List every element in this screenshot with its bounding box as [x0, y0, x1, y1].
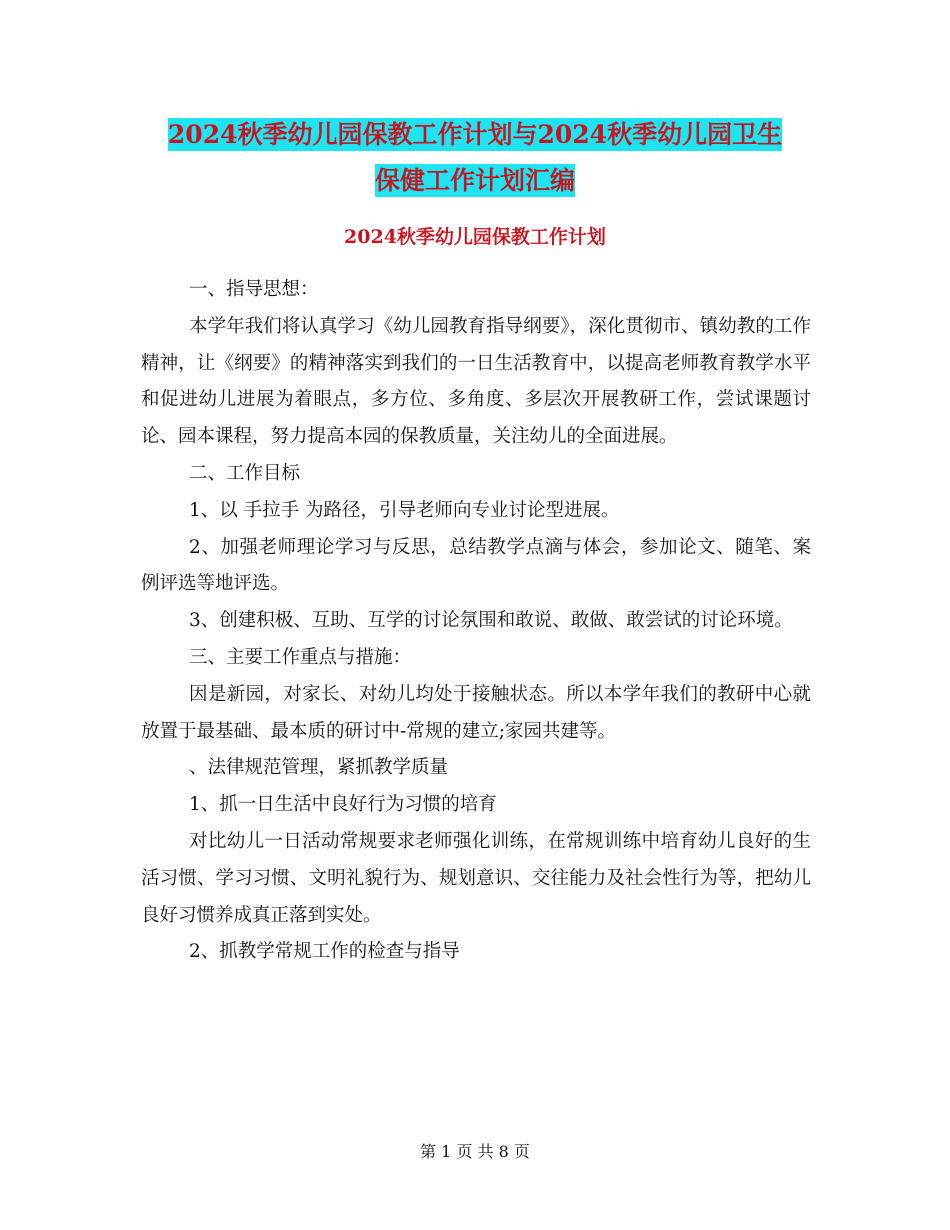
document-title-line-1: 2024秋季幼儿园保教工作计划与2024秋季幼儿园卫生 — [167, 120, 783, 149]
paragraph: 、法律规范管理，紧抓教学质量 — [189, 757, 449, 779]
paragraph: 一、指导思想： — [189, 279, 319, 300]
page-footer: 第 1 页 共 8 页 — [420, 1142, 530, 1161]
paragraph: 因是新园，对家长、对幼儿均处于接触状态。所以本学年我们的教研中心就放置于最基础、最本质的研讨中-常规的建立;家园共建等。 — [141, 683, 811, 742]
document-title — [140, 112, 810, 204]
paragraph: 对比幼儿一日活动常规要求老师强化训练，在常规训练中培育幼儿良好的生活习惯、学习习惯、文明礼貌行为、规划意识、交往能力及社会性行为等，把幼儿良好习惯养成真正落到实处。 — [141, 830, 811, 926]
paragraph: 3、创建积极、互助、互学的讨论氛围和敢说、敢做、敢尝试的讨论环境。 — [189, 610, 793, 632]
paragraph: 1、抓一日生活中良好行为习惯的培育 — [189, 794, 497, 816]
document-title-line-2: 保健工作计划汇编 — [374, 166, 575, 195]
paragraph: 本学年我们将认真学习《幼儿园教育指导纲要》，深化贯彻市、镇幼教的工作精神，让《纲要》的精神落实到我们的一日生活教育中，以提高老师教育教学水平和促进幼儿进展为着眼点，多方位、多角度、多层次开展教研工作，尝试课题讨论、园本课程，努力提高本园的保教质量，关注幼儿的全面进展。 — [141, 315, 811, 448]
paragraph: 三、主要工作重点与措施： — [189, 646, 412, 668]
paragraph: 2、抓教学常规工作的检查与指导 — [189, 941, 460, 963]
paragraph: 2、加强老师理论学习与反思，总结教学点滴与体会，参加论文、随笔、案例评选等地评选。 — [141, 536, 811, 595]
section-title: 2024秋季幼儿园保教工作计划 — [344, 226, 606, 248]
document-body — [141, 272, 811, 971]
paragraph: 1、以 手拉手 为路径，引导老师向专业讨论型进展。 — [189, 499, 620, 521]
paragraph: 二、工作目标 — [189, 462, 301, 484]
